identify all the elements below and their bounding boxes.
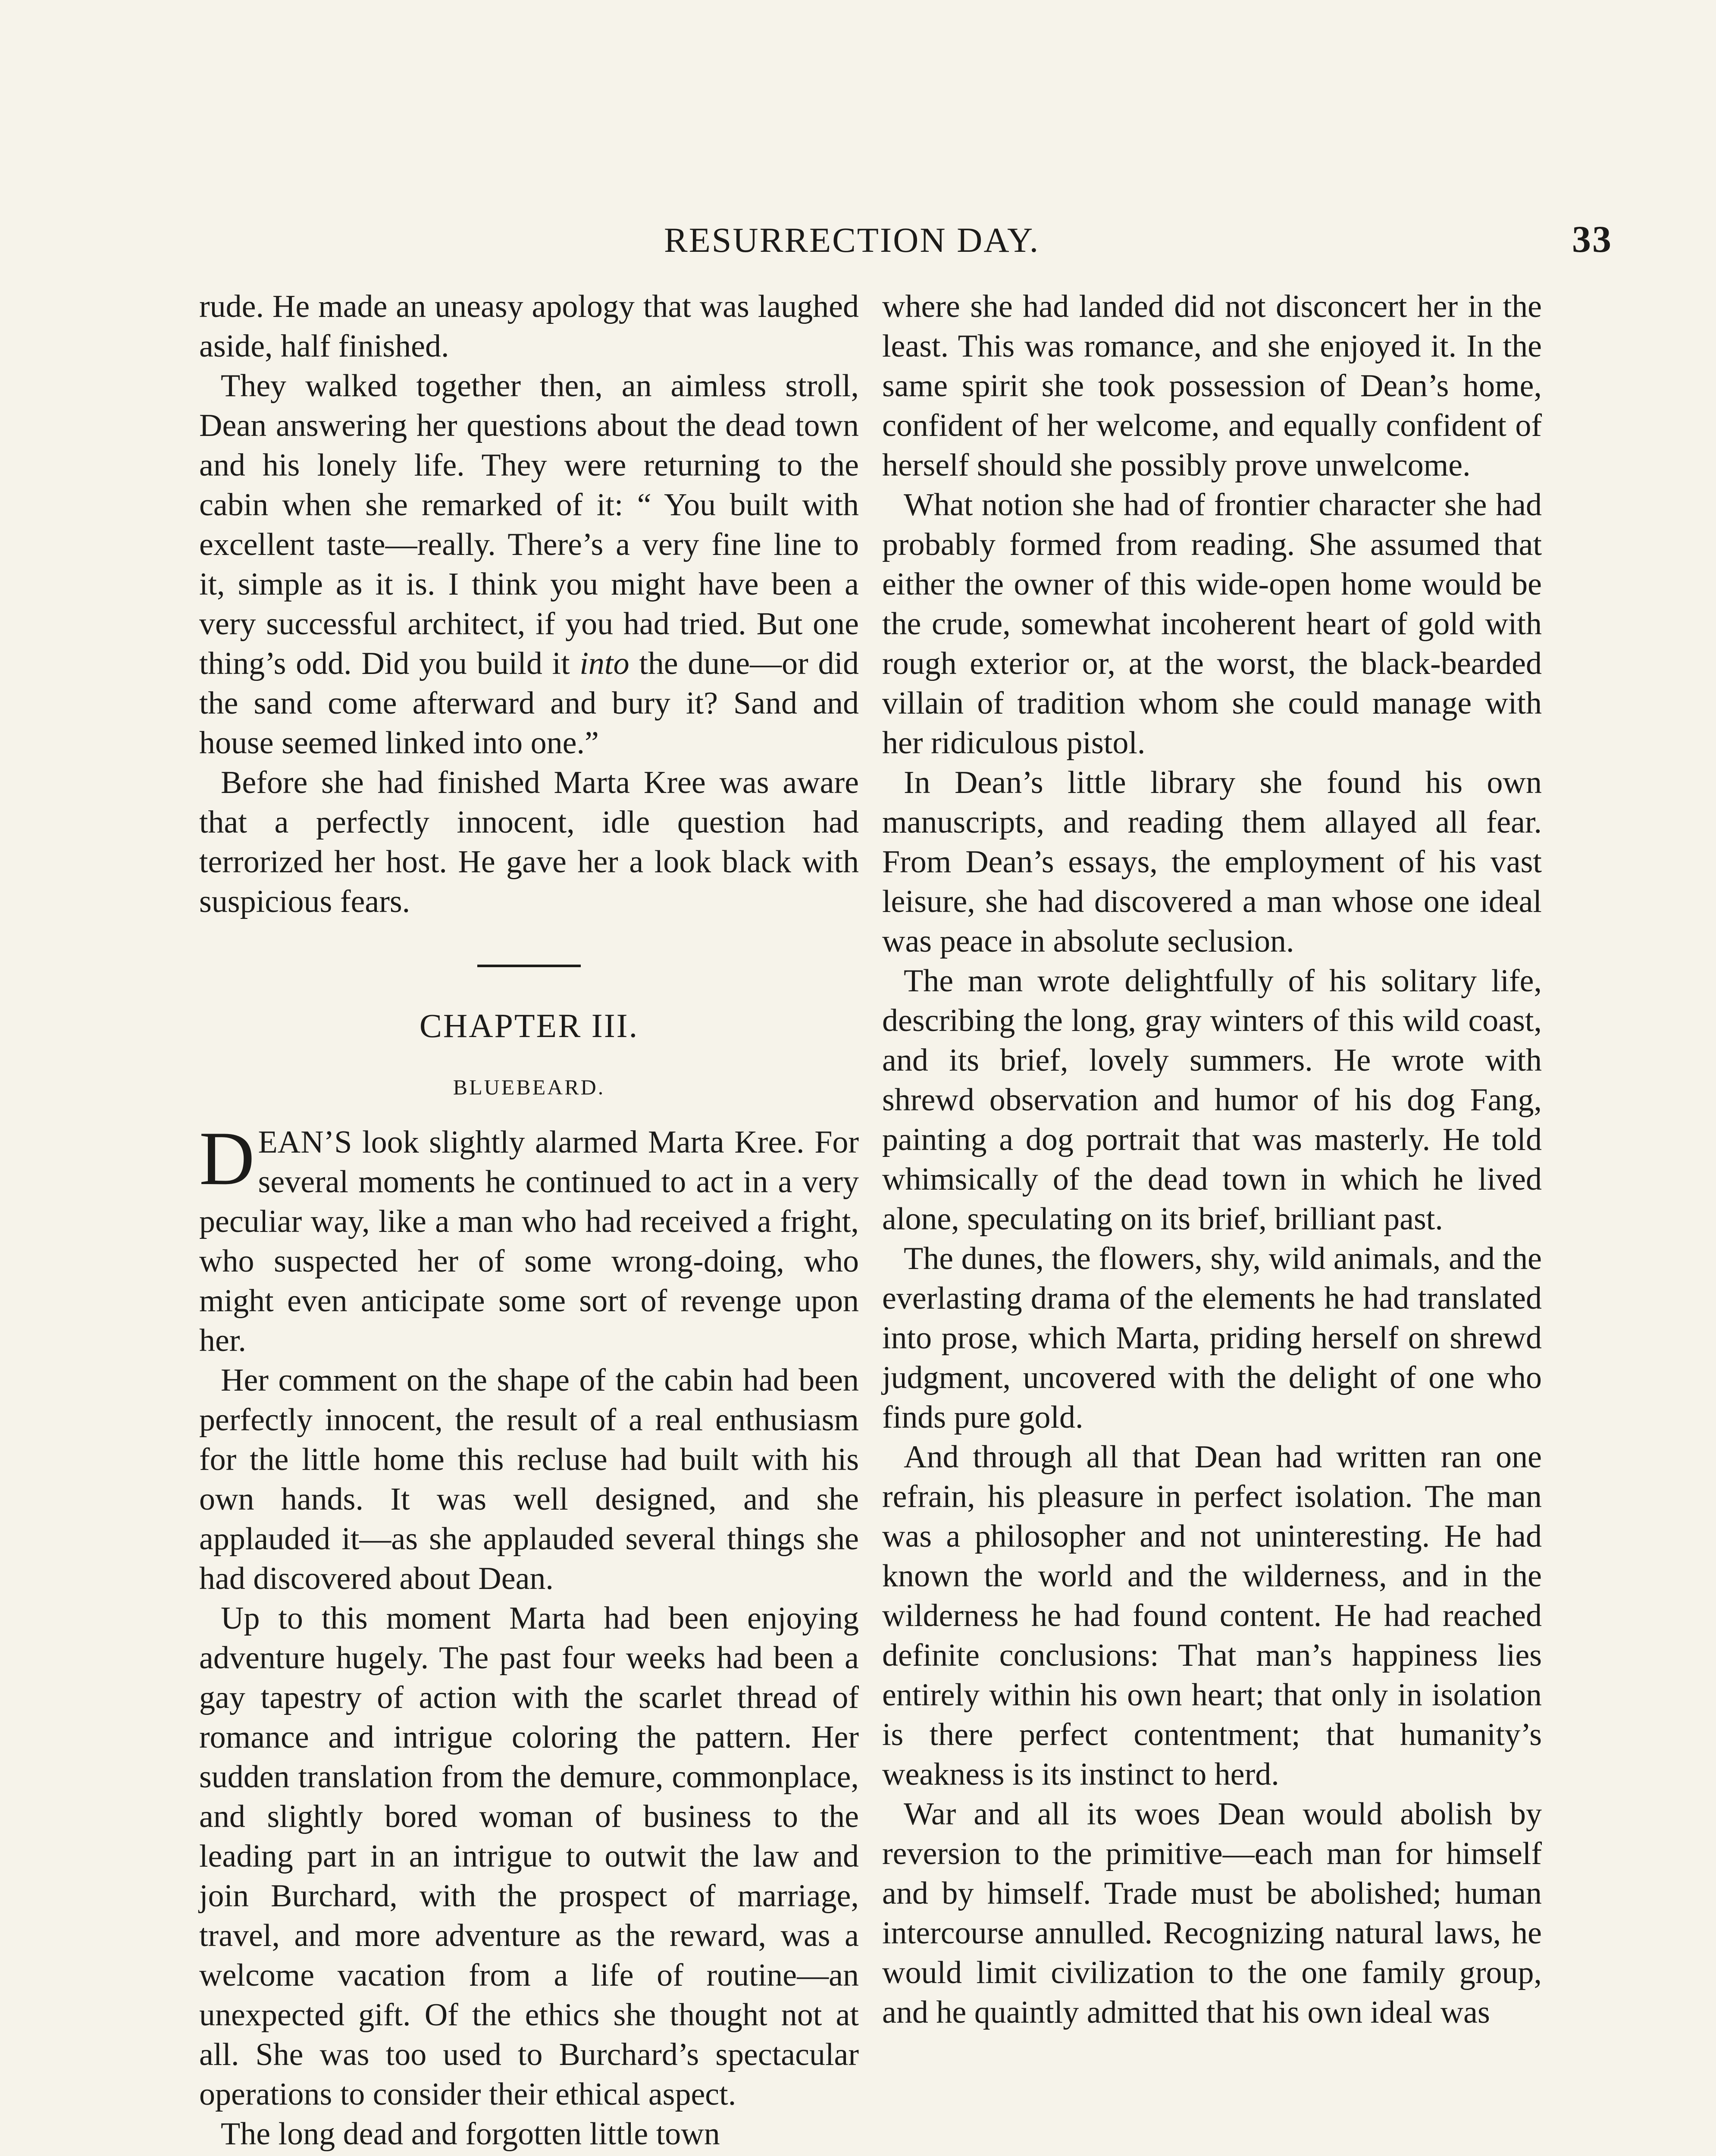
left-column xyxy=(199,287,859,2154)
page-number: 33 xyxy=(1572,219,1613,260)
paragraph-text: the dune—or did the sand come afterward and bury it? Sand and house seemed linked into one.” xyxy=(199,646,859,761)
paragraph: War and all its woes Dean would abolish by reversion to the primitive—each man for himself and by himself. Trade must be abolished; human intercourse annulled. Recognizing natural laws, he would limit civilization to the one family group, and he quaintly admitted that his own ideal was xyxy=(882,1796,1542,2030)
paragraph-text: EAN’S look slightly alarmed Marta Kree. For several moments he continued to act in a very peculiar way, like a man who had received a fright, who suspected her of some wrong-doing, who might even anticipate some sort of revenge upon her. xyxy=(199,1125,859,1358)
running-title: RESURRECTION DAY. xyxy=(664,220,1040,260)
paragraph: What notion she had of frontier character she had probably formed from reading. She assumed that either the owner of this wide-open home would be the crude, somewhat incoherent heart of gold with rough exterior or, at the worst, the black-bearded villain of tradition whom she could manage with her ridiculous pistol. xyxy=(882,487,1542,761)
paragraph: Before she had finished Marta Kree was aware that a perfectly innocent, idle question had terrorized her host. He gave her a look black with suspicious fears. xyxy=(199,765,859,919)
drop-cap: D xyxy=(199,1116,255,1201)
paragraph xyxy=(199,1116,859,1360)
chapter-title: BLUEBEARD. xyxy=(453,1075,605,1099)
running-header xyxy=(664,218,1613,261)
paragraph: In Dean’s little library she found his own manuscripts, and reading them allayed all fear. From Dean’s essays, the employment of his vast leisure, she had discovered a man whose one ideal was peace in absolute seclusion. xyxy=(882,765,1542,959)
paragraph-text: They walked together then, an aimless stroll, Dean answering her questions about the dead town and his lonely life. They were returning to the cabin when she remarked of it: “ You built with excellent taste—really. There’s a very fine line to it, simple as it is. I think you might have been a very successful architect, if you had tried. But one thing’s odd. Did you build it xyxy=(199,368,859,681)
section-divider xyxy=(477,965,581,967)
right-column xyxy=(882,287,1542,2032)
paragraph: Her comment on the shape of the cabin had been perfectly innocent, the result of a real enthusiasm for the little home this recluse had built with his own hands. It was well designed, and she applauded it—as she applauded several things she had discovered about Dean. xyxy=(199,1363,859,1596)
paragraph xyxy=(199,366,859,763)
paragraph: where she had landed did not disconcert her in the least. This was romance, and she enjoyed it. In the same spirit she took possession of Dean’s home, confident of her welcome, and equally confident of herself should she possibly prove unwelcome. xyxy=(882,289,1542,483)
paragraph: The long dead and forgotten little town xyxy=(221,2116,720,2152)
paragraph: And through all that Dean had written ran one refrain, his pleasure in perfect isolation. The man was a philosopher and not uninteresting. He had known the world and the wilderness, and in the wilderness he had found content. He had reached definite conclusions: That man’s happiness lies entirely within his own heart; that only in isolation is there perfect contentment; that humanity’s weakness is its instinct to herd. xyxy=(882,1439,1542,1792)
paragraph: The man wrote delightfully of his solitary life, describing the long, gray winters of this wild coast, and its brief, lovely summers. He wrote with shrewd observation and humor of his dog Fang, painting a dog portrait that was masterly. He told whimsically of the dead town in which he lived alone, speculating on its brief, brilliant past. xyxy=(882,963,1542,1237)
paragraph: The dunes, the flowers, shy, wild animals, and the everlasting drama of the elements he had translated into prose, which Marta, priding herself on shrewd judgment, uncovered with the delight of one who finds pure gold. xyxy=(882,1241,1542,1435)
paragraph: rude. He made an uneasy apology that was laughed aside, half finished. xyxy=(199,289,859,364)
chapter-heading: CHAPTER III. xyxy=(419,1007,639,1044)
paragraph: Up to this moment Marta had been enjoying adventure hugely. The past four weeks had been a gay tapestry of action with the scarlet thread of romance and intrigue coloring the pattern. Her sudden translation from the demure, commonplace, and slightly bored woman of business to the leading part in an intrigue to outwit the law and join Burchard, with the prospect of marriage, travel, and more adventure as the reward, was a welcome vacation from a life of routine—an unexpected gift. Of the ethics she thought not at all. She was too used to Burchard’s spectacular operations to consider their ethical aspect. xyxy=(199,1601,859,2112)
emphasis-text: into xyxy=(579,646,629,681)
